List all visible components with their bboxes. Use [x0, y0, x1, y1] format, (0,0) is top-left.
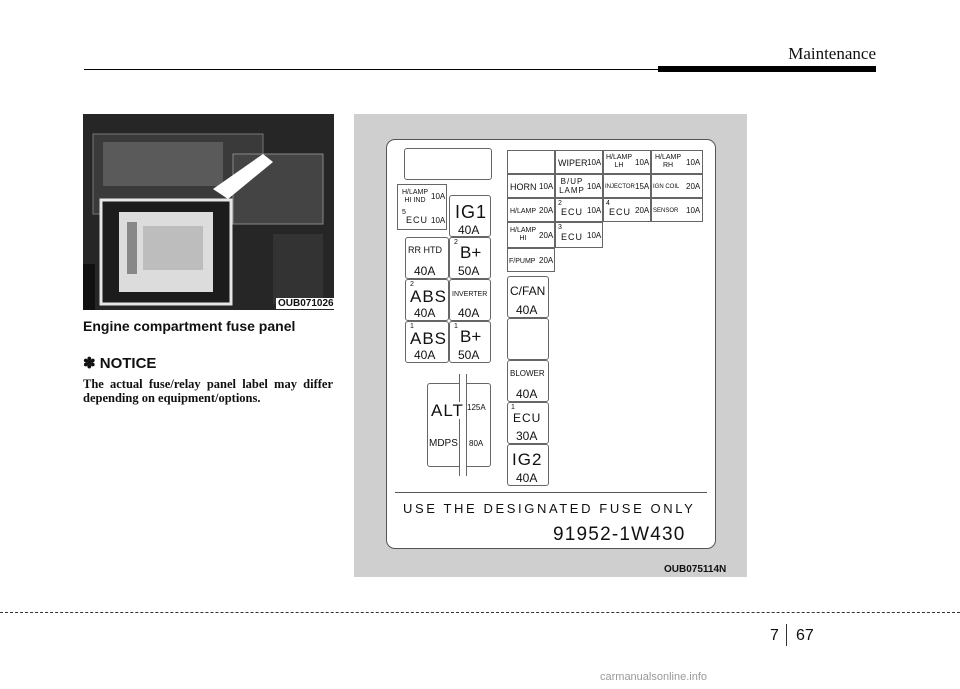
- fuse-name: IG2: [512, 450, 543, 469]
- fuse-number: 1: [511, 404, 515, 411]
- fuse-name: MDPS: [429, 438, 458, 449]
- fuse-number: 3: [558, 224, 562, 231]
- fuse-name: INJECTOR: [605, 184, 635, 190]
- fuse-amp: 20A: [635, 206, 650, 215]
- fuse-number: 5: [402, 209, 406, 216]
- fuse-b-plus-2: [449, 237, 491, 279]
- fuse-name: B+: [460, 243, 482, 262]
- label-part-number: 91952-1W430: [553, 524, 686, 545]
- fuse-amp: 80A: [469, 439, 484, 448]
- fuse-number: 2: [454, 239, 458, 246]
- chapter-number: 7: [770, 627, 779, 644]
- fuse-name: H/LAMP LH: [605, 154, 633, 169]
- fuse-name: INVERTER: [452, 291, 488, 298]
- fuse-amp: 40A: [516, 471, 538, 485]
- label-divider: [395, 492, 707, 493]
- fuse-amp: 10A: [587, 158, 602, 167]
- fuse-name: H/LAMP HI IND: [401, 189, 429, 204]
- fuse-name: IGN COIL: [653, 184, 680, 190]
- fuse-alt-mdps-block: [427, 383, 491, 467]
- fuse-number: 2: [558, 200, 562, 207]
- fuse-amp: 40A: [516, 387, 538, 401]
- engine-compartment-photo: [83, 114, 334, 310]
- fuse-name: HORN: [510, 182, 537, 192]
- fuse-name: BLOWER: [510, 369, 545, 378]
- fuse-abs-1: [405, 321, 449, 363]
- fuse-amp: 40A: [414, 348, 436, 362]
- fuse-cfan: [507, 276, 549, 318]
- fuse-amp: 15A: [635, 182, 650, 191]
- fuse-name: ECU: [513, 411, 542, 425]
- fuse-ig1: [449, 195, 491, 237]
- fuse-name: RR HTD: [408, 245, 442, 255]
- fuse-amp: 10A: [587, 206, 602, 215]
- label-figure-code: OUB075114N: [664, 564, 727, 575]
- fuse-horn: [507, 174, 555, 198]
- fuse-hlamp: [507, 198, 555, 222]
- fuse-name: C/FAN: [510, 284, 546, 298]
- fuse-name: B+: [460, 327, 482, 346]
- fuse-label-card: [386, 139, 716, 549]
- photo-code: OUB071026: [278, 298, 334, 309]
- fuse-name: F/PUMP: [509, 258, 536, 265]
- fuse-name: ECU: [561, 232, 584, 242]
- fuse-amp: 20A: [539, 206, 554, 215]
- fuse-blank-relay: [507, 318, 549, 360]
- fuse-name: H/LAMP HI: [509, 227, 537, 242]
- fuse-amp: 10A: [587, 231, 602, 240]
- fuse-name: ECU: [609, 207, 632, 217]
- fuse-amp: 40A: [458, 223, 480, 237]
- blank-relay-slot: [404, 148, 492, 180]
- fuse-number: 1: [454, 323, 458, 330]
- fuse-wiper: [555, 150, 603, 174]
- fuse-amp: 40A: [414, 306, 436, 320]
- fuse-amp: 40A: [414, 264, 436, 278]
- fuse-name: H/LAMP RH: [654, 154, 682, 169]
- header-bar: [658, 66, 876, 72]
- fuse-amp: 20A: [686, 182, 701, 191]
- fuse-inverter: [449, 279, 491, 321]
- fuse-hlamp-hi: [507, 222, 555, 248]
- fuse-bup-lamp: [555, 174, 603, 198]
- fuse-ign-coil: [651, 174, 703, 198]
- fuse-name: ABS: [410, 287, 448, 306]
- footer-rule: [0, 612, 960, 613]
- label-instruction: USE THE DESIGNATED FUSE ONLY: [403, 501, 696, 516]
- header-rule: [84, 69, 660, 70]
- fuse-number: 4: [606, 200, 610, 207]
- fuse-b-plus-1: [449, 321, 491, 363]
- fuse-block-divider: [459, 374, 467, 476]
- notice-heading: ✽ NOTICE: [83, 355, 157, 372]
- engine-photo-illustration: [83, 114, 334, 310]
- fuse-sensor: [651, 198, 703, 222]
- fuse-rr-htd: [405, 237, 449, 279]
- fuse-name: ALT: [431, 401, 464, 420]
- fuse-abs-2: [405, 279, 449, 321]
- page-number: 67: [796, 627, 814, 644]
- fuse-ecu-2: [555, 198, 603, 222]
- fuse-blower: [507, 360, 549, 402]
- fuse-name: ECU: [561, 207, 584, 217]
- fuse-ecu-1: [507, 402, 549, 444]
- fuse-name: ECU: [406, 215, 429, 225]
- fuse-amp: 20A: [539, 231, 554, 240]
- fuse-blank-top: [507, 150, 555, 174]
- fuse-amp: 10A: [431, 216, 446, 225]
- fuse-ig2: [507, 444, 549, 486]
- fuse-name: SENSOR: [653, 208, 679, 214]
- fuse-fpump: [507, 248, 555, 272]
- fuse-name: B/UP LAMP: [559, 177, 585, 195]
- fuse-hlamp-rh: [651, 150, 703, 174]
- fuse-amp: 125A: [467, 403, 486, 412]
- section-title: Maintenance: [788, 44, 876, 63]
- fuse-amp: 50A: [458, 348, 480, 362]
- fuse-amp: 20A: [539, 256, 554, 265]
- fuse-amp: 40A: [516, 303, 538, 317]
- fuse-grid-right: [507, 150, 703, 272]
- fuse-amp: 10A: [686, 206, 701, 215]
- fuse-amp: 10A: [539, 182, 554, 191]
- fuse-amp: 10A: [431, 192, 446, 201]
- fuse-hlamp-lh: [603, 150, 651, 174]
- fuse-name: ABS: [410, 329, 448, 348]
- watermark-text[interactable]: carmanualsonline.info: [600, 671, 708, 683]
- fuse-amp: 50A: [458, 264, 480, 278]
- fuse-ecu-4: [603, 198, 651, 222]
- fuse-amp: 10A: [635, 158, 650, 167]
- fuse-name: H/LAMP: [510, 208, 537, 215]
- fuse-amp: 10A: [686, 158, 701, 167]
- fuse-amp: 10A: [587, 182, 602, 191]
- fuse-amp: 30A: [516, 429, 538, 443]
- fuse-number: 2: [410, 281, 414, 288]
- fuse-name: WIPER: [558, 158, 588, 168]
- photo-caption: Engine compartment fuse panel: [83, 318, 296, 334]
- fuse-name: IG1: [455, 202, 488, 222]
- fuse-ecu-3: [555, 222, 603, 248]
- fuse-injector: [603, 174, 651, 198]
- fuse-number: 1: [410, 323, 414, 330]
- fuse-amp: 40A: [458, 306, 480, 320]
- fuse-hlamp-hi-ind: [397, 184, 447, 230]
- page-separator: [786, 624, 787, 646]
- notice-body: The actual fuse/relay panel label may differ depending on equipment/options.: [83, 377, 333, 405]
